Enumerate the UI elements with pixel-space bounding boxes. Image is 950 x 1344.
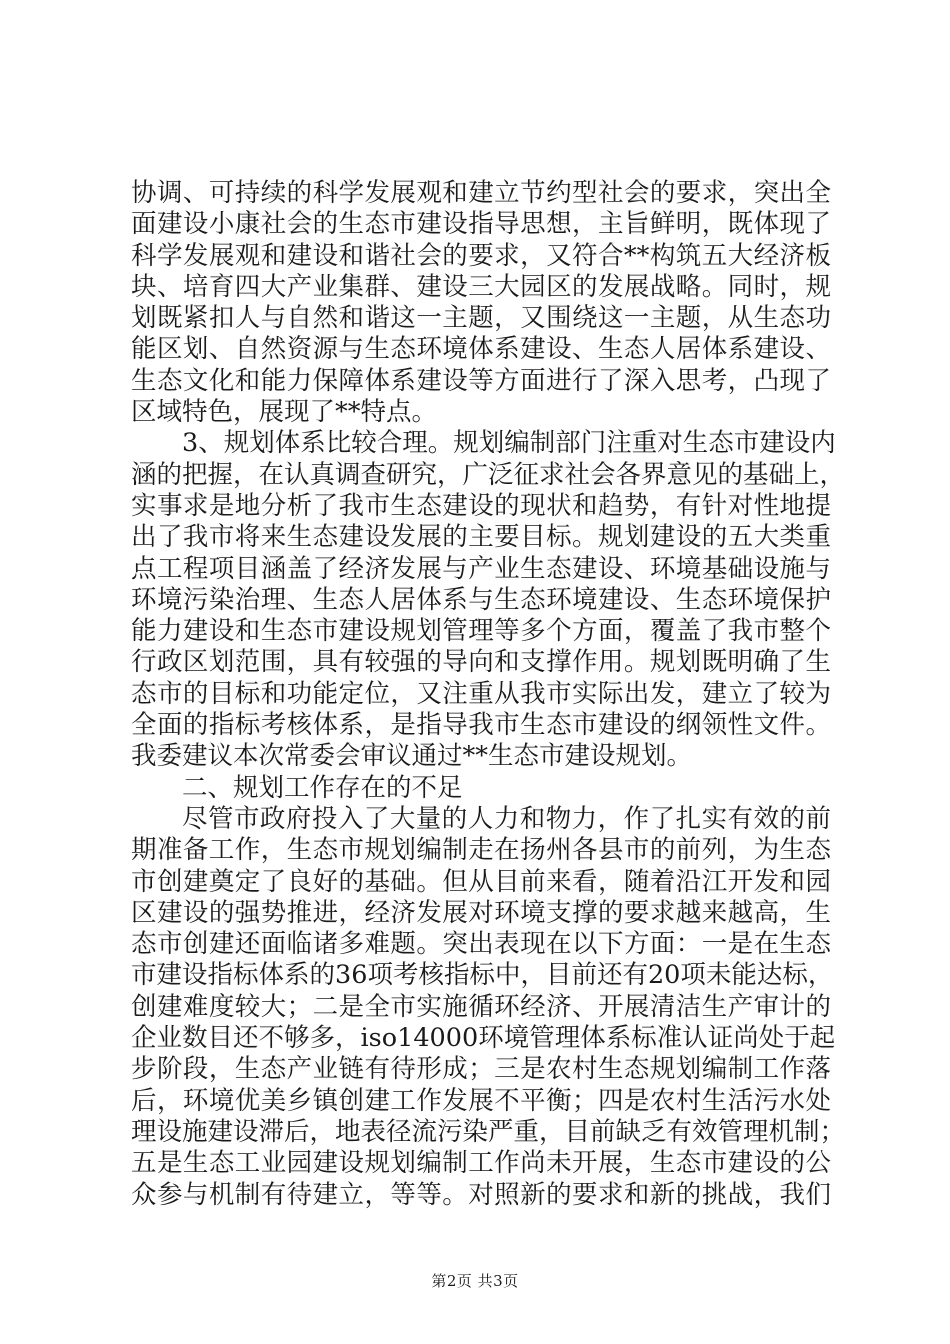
body-line-19: 我委建议本次常委会审议通过**生态市建设规划。: [131, 741, 693, 772]
body-line-6: 能区划、自然资源与生态环境体系建设、生态人居体系建设、: [131, 334, 831, 365]
body-line-24: 区建设的强势推进，经济发展对环境支撑的要求越来越高，生: [131, 897, 831, 928]
body-line-27: 创建难度较大；二是全市实施循环经济、开展清洁生产审计的: [131, 991, 831, 1022]
body-line-13: 点工程项目涵盖了经济发展与产业生态建设、环境基础设施与: [131, 553, 831, 584]
body-line-5: 划既紧扣人与自然和谐这一主题，又围绕这一主题，从生态功: [131, 303, 831, 334]
body-line-21: 尽管市政府投入了大量的人力和物力，作了扎实有效的前: [182, 803, 831, 834]
body-line-28: 企业数目还不够多，iso14000环境管理体系标准认证尚处于起: [131, 1023, 836, 1054]
body-line-25: 态市创建还面临诸多难题。突出表现在以下方面：一是在生态: [131, 929, 831, 960]
body-line-22: 期准备工作，生态市规划编制走在扬州各县市的前列，为生态: [131, 835, 831, 866]
body-line-23: 市创建奠定了良好的基础。但从目前来看，随着沿江开发和园: [131, 866, 831, 897]
body-line-29: 步阶段，生态产业链有待形成；三是农村生态规划编制工作落: [131, 1054, 831, 1085]
body-line-17: 态市的目标和功能定位，又注重从我市实际出发，建立了较为: [131, 678, 831, 709]
body-line-9: 3、规划体系比较合理。规划编制部门注重对生态市建设内: [182, 428, 836, 459]
body-line-1: 协调、可持续的科学发展观和建立节约型社会的要求，突出全: [131, 178, 831, 208]
body-line-18: 全面的指标考核体系，是指导我市生态市建设的纲领性文件。: [131, 710, 831, 741]
body-line-10: 涵的把握，在认真调查研究，广泛征求社会各界意见的基础上，: [131, 459, 846, 490]
body-line-26: 市建设指标体系的36项考核指标中，目前还有20项未能达标，: [131, 960, 834, 991]
body-line-16: 行政区划范围，具有较强的导向和支撑作用。规划既明确了生: [131, 647, 831, 678]
document-body: [131, 178, 846, 1211]
body-line-33: 众参与机制有待建立，等等。对照新的要求和新的挑战，我们: [131, 1179, 831, 1210]
section-heading: 二、规划工作存在的不足: [182, 772, 463, 803]
body-line-30: 后，环境优美乡镇创建工作发展不平衡；四是农村生活污水处: [131, 1085, 831, 1116]
body-line-15: 能力建设和生态市建设规划管理等多个方面，覆盖了我市整个: [131, 616, 831, 647]
body-line-4: 块、培育四大产业集群、建设三大园区的发展战略。同时，规: [131, 271, 831, 302]
body-line-11: 实事求是地分析了我市生态建设的现状和趋势，有针对性地提: [131, 490, 831, 521]
body-line-31: 理设施建设滞后，地表径流污染严重，目前缺乏有效管理机制；: [131, 1116, 846, 1147]
body-line-8: 区域特色，展现了**特点。: [131, 397, 438, 428]
body-line-14: 环境污染治理、生态人居体系与生态环境建设、生态环境保护: [131, 584, 831, 615]
body-line-7: 生态文化和能力保障体系建设等方面进行了深入思考，凸现了: [131, 365, 831, 396]
page-number-footer: 第2页 共3页: [431, 1272, 519, 1290]
body-line-3: 科学发展观和建设和谐社会的要求，又符合**构筑五大经济板: [131, 240, 831, 271]
body-line-12: 出了我市将来生态建设发展的主要目标。规划建设的五大类重: [131, 522, 831, 553]
body-line-2: 面建设小康社会的生态市建设指导思想，主旨鲜明，既体现了: [131, 209, 831, 240]
body-line-32: 五是生态工业园建设规划编制工作尚未开展，生态市建设的公: [131, 1148, 831, 1179]
